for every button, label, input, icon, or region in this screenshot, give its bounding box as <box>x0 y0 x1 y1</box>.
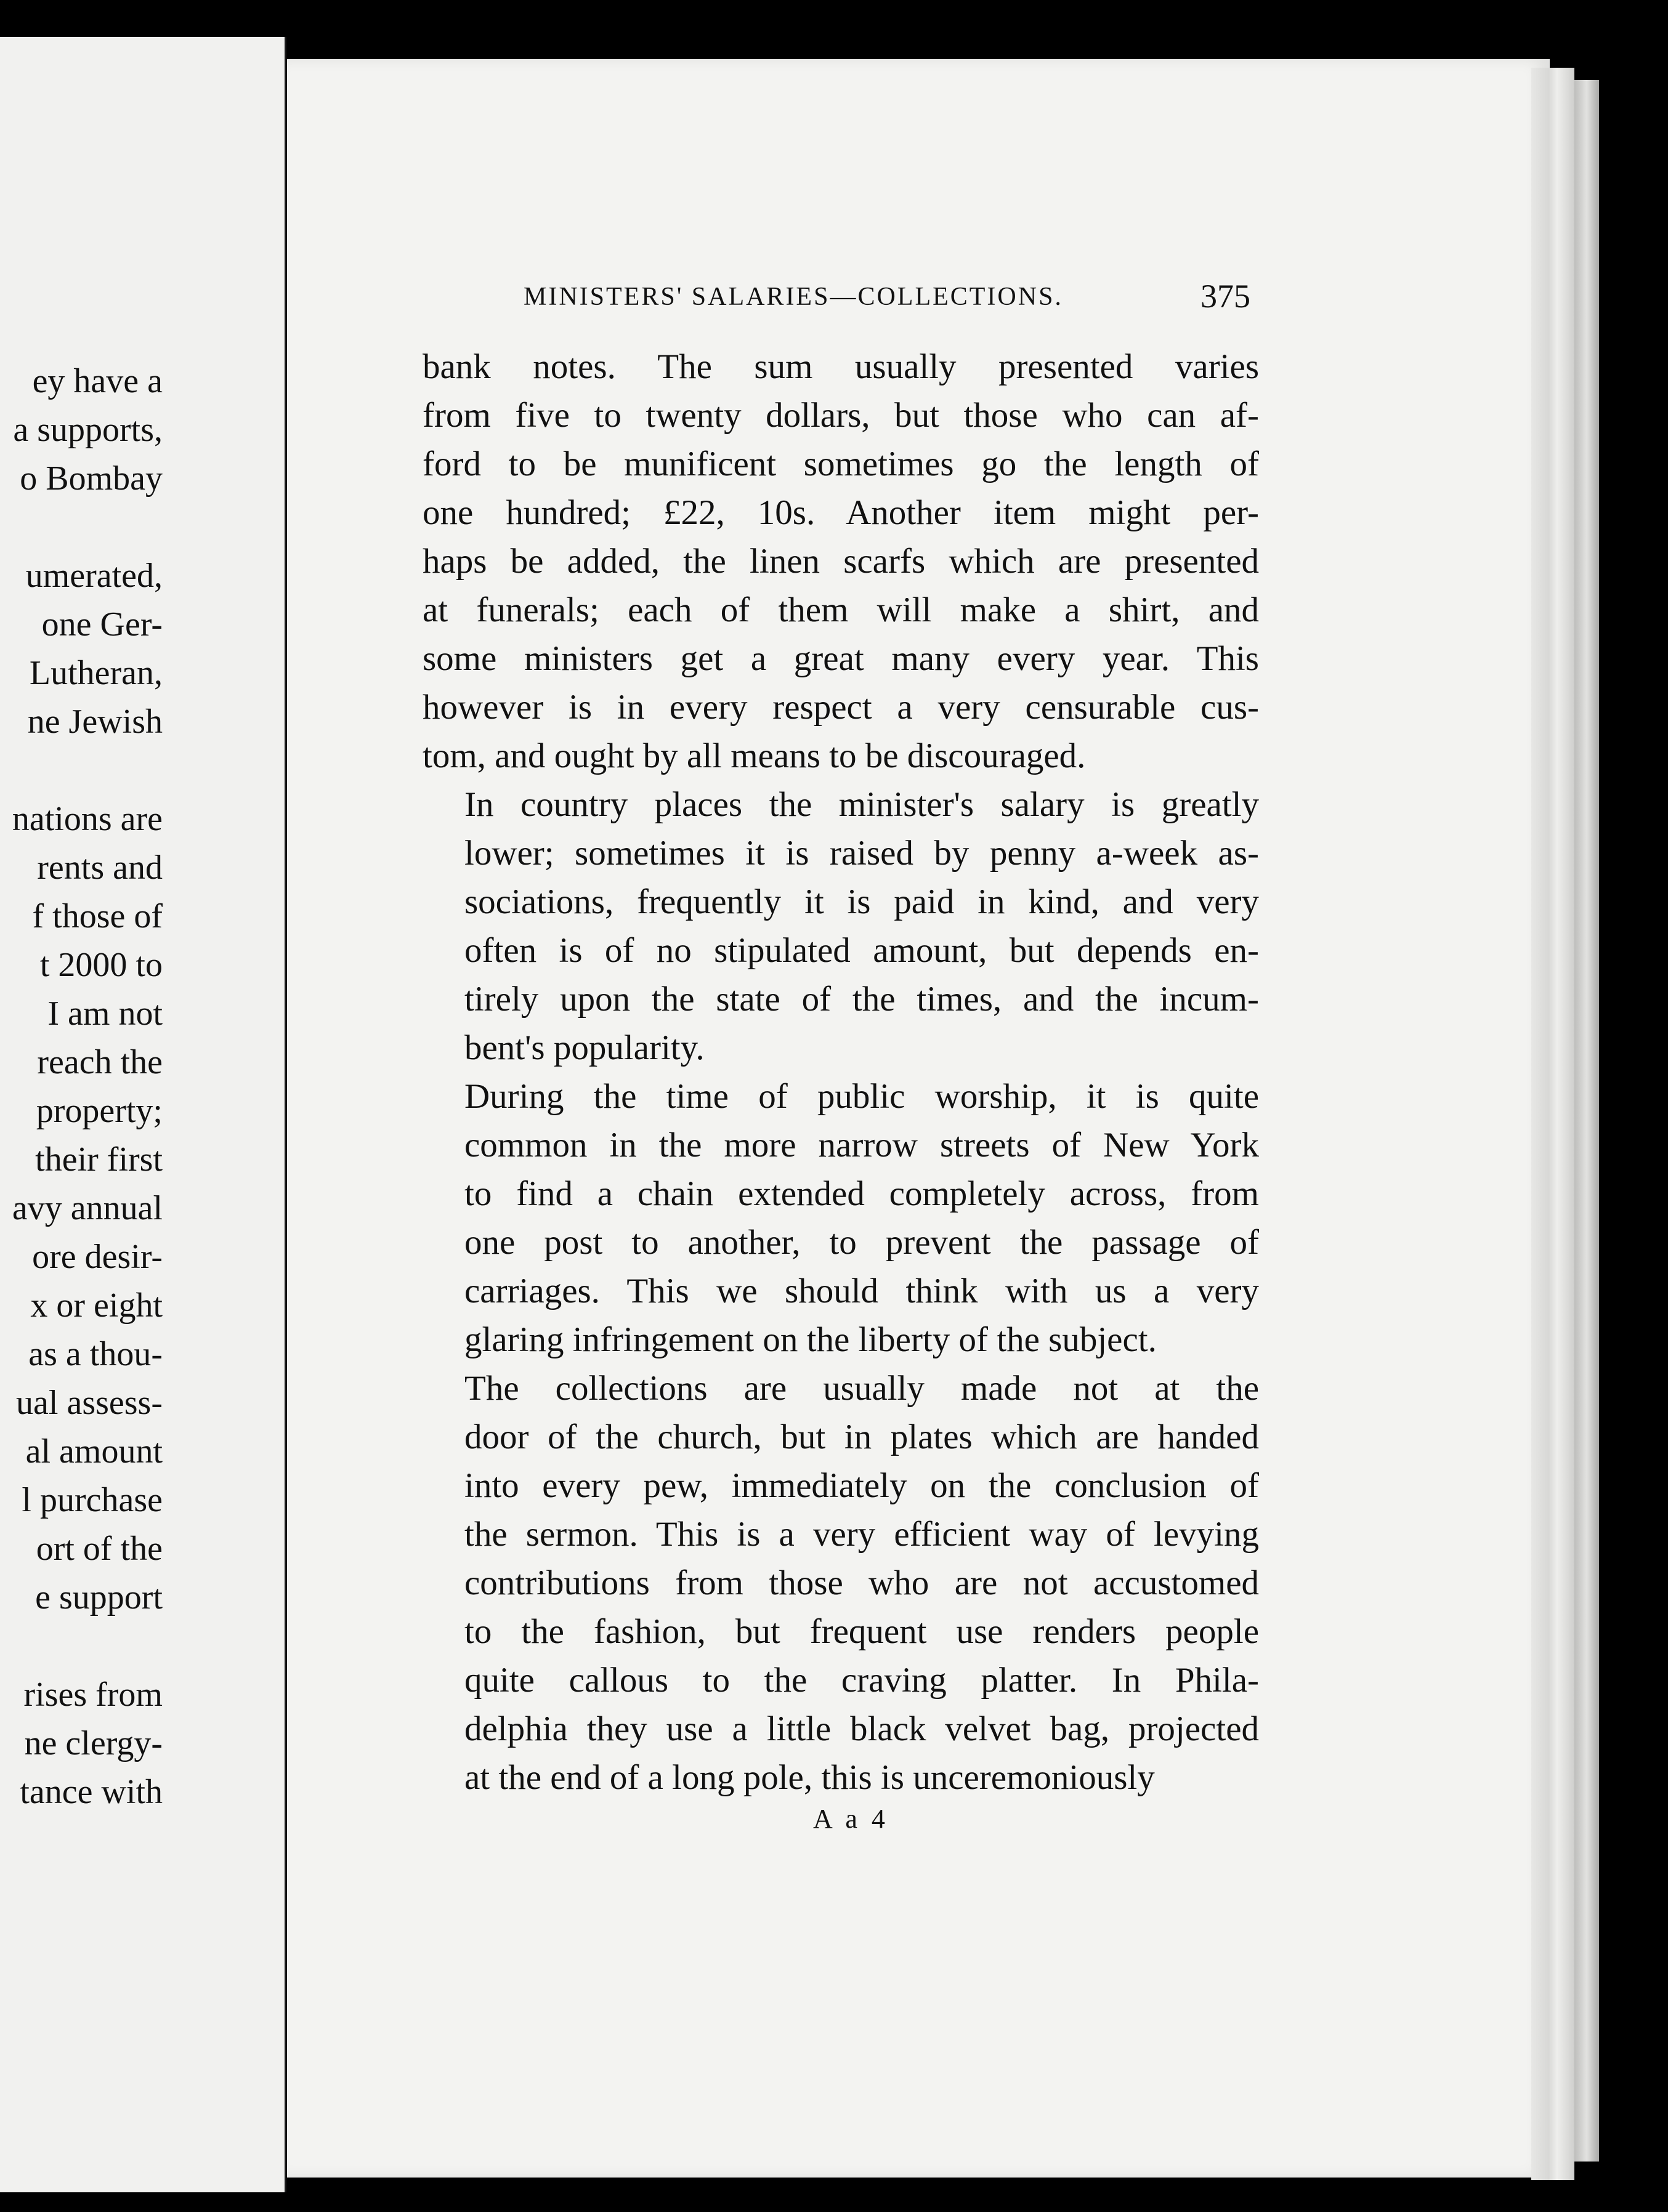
running-head-title: MINISTERS' SALARIES—COLLECTIONS. <box>524 283 1063 311</box>
facing-page-line: ual assess- <box>16 1384 163 1422</box>
facing-page-line: avy annual <box>12 1189 163 1227</box>
facing-page-line: ey have a <box>32 362 163 400</box>
text-line: tom, and ought by all means to be discouraged. <box>423 737 1086 775</box>
text-line: tirely upon the state of the times, and the incum- <box>464 980 1259 1019</box>
body-text <box>423 342 1259 1802</box>
facing-page-line: t 2000 to <box>39 946 163 984</box>
facing-page-line: one Ger- <box>41 605 163 644</box>
page-edge <box>1531 68 1574 2180</box>
text-line: the sermon. This is a very efficient way of levying <box>464 1515 1259 1554</box>
facing-page-line: I am not <box>47 995 163 1033</box>
signature-mark: A a 4 <box>813 1804 889 1834</box>
text-line: bank notes. The sum usually presented varies <box>423 347 1259 386</box>
facing-page-line: f those of <box>32 897 163 935</box>
facing-page-line <box>0 746 163 795</box>
text-line: contributions from those who are not accustomed <box>464 1564 1259 1602</box>
facing-page-line: Lutheran, <box>29 654 163 692</box>
facing-page-line: reach the <box>37 1043 163 1081</box>
facing-page-line: rises from <box>23 1676 163 1714</box>
text-line: sociations, frequently it is paid in kind, and very <box>464 882 1259 921</box>
facing-page-line: their first <box>35 1140 163 1179</box>
text-line: to the fashion, but frequent use renders people <box>464 1612 1259 1651</box>
text-line: common in the more narrow streets of New York <box>464 1126 1259 1165</box>
facing-page-left <box>0 37 286 2192</box>
text-line: carriages. This we should think with us a very <box>464 1272 1259 1310</box>
facing-page-line <box>0 1622 163 1671</box>
text-line: glaring infringement on the liberty of the subject. <box>464 1320 1157 1359</box>
text-line: at the end of a long pole, this is unceremoniously <box>464 1758 1155 1797</box>
text-line: some ministers get a great many every year. This <box>423 639 1259 678</box>
text-line: from five to twenty dollars, but those who can af- <box>423 396 1259 435</box>
paragraph <box>423 1072 1259 1364</box>
facing-page-line <box>0 503 163 552</box>
text-line: into every pew, immediately on the conclusion of <box>464 1466 1259 1505</box>
facing-page-line: ore desir- <box>32 1238 163 1276</box>
text-line: haps be added, the linen scarfs which are presented <box>423 542 1259 581</box>
facing-page-line: al amount <box>25 1432 163 1471</box>
facing-page-line: umerated, <box>25 557 163 595</box>
facing-page-text <box>0 357 163 1817</box>
text-line: at funerals; each of them will make a shirt, and <box>423 591 1259 629</box>
text-line: In country places the minister's salary is greatly <box>464 785 1259 824</box>
text-line: lower; sometimes it is raised by penny a-week as- <box>464 834 1259 873</box>
text-line: The collections are usually made not at the <box>464 1369 1259 1408</box>
facing-page-line: ne Jewish <box>27 703 163 741</box>
text-line: to find a chain extended completely across, from <box>464 1174 1259 1213</box>
paragraph <box>423 780 1259 1072</box>
text-line: bent's popularity. <box>464 1028 705 1067</box>
facing-page-line: property; <box>36 1092 163 1130</box>
text-line: often is of no stipulated amount, but depends en- <box>464 931 1259 970</box>
text-line: door of the church, but in plates which are handed <box>464 1418 1259 1456</box>
paragraph <box>423 342 1259 780</box>
paragraph <box>423 1364 1259 1802</box>
facing-page-line: o Bombay <box>20 459 163 498</box>
text-line: During the time of public worship, it is quite <box>464 1077 1259 1116</box>
text-line: one post to another, to prevent the passage of <box>464 1223 1259 1262</box>
text-line: one hundred; £22, 10s. Another item might per- <box>423 493 1259 532</box>
facing-page-line: l purchase <box>22 1481 163 1519</box>
text-line: ford to be munificent sometimes go the length of <box>423 445 1259 483</box>
facing-page-line: nations are <box>12 800 163 838</box>
text-line: however is in every respect a very censurable cus- <box>423 688 1259 727</box>
page-edge-shadow <box>1574 80 1599 2162</box>
facing-page-line: a supports, <box>13 411 163 449</box>
page-number: 375 <box>1200 278 1250 315</box>
facing-page-line: as a thou- <box>28 1335 163 1373</box>
facing-page-line: e support <box>35 1578 163 1617</box>
text-line: quite callous to the craving platter. In Phila- <box>464 1661 1259 1700</box>
facing-page-line: tance with <box>20 1773 163 1811</box>
facing-page-line: rents and <box>37 849 163 887</box>
facing-page-line: x or eight <box>30 1286 163 1325</box>
facing-page-line: ort of the <box>36 1530 163 1568</box>
running-head <box>524 278 1250 315</box>
text-line: delphia they use a little black velvet bag, projected <box>464 1709 1259 1748</box>
facing-page-line: ne clergy- <box>24 1724 163 1762</box>
